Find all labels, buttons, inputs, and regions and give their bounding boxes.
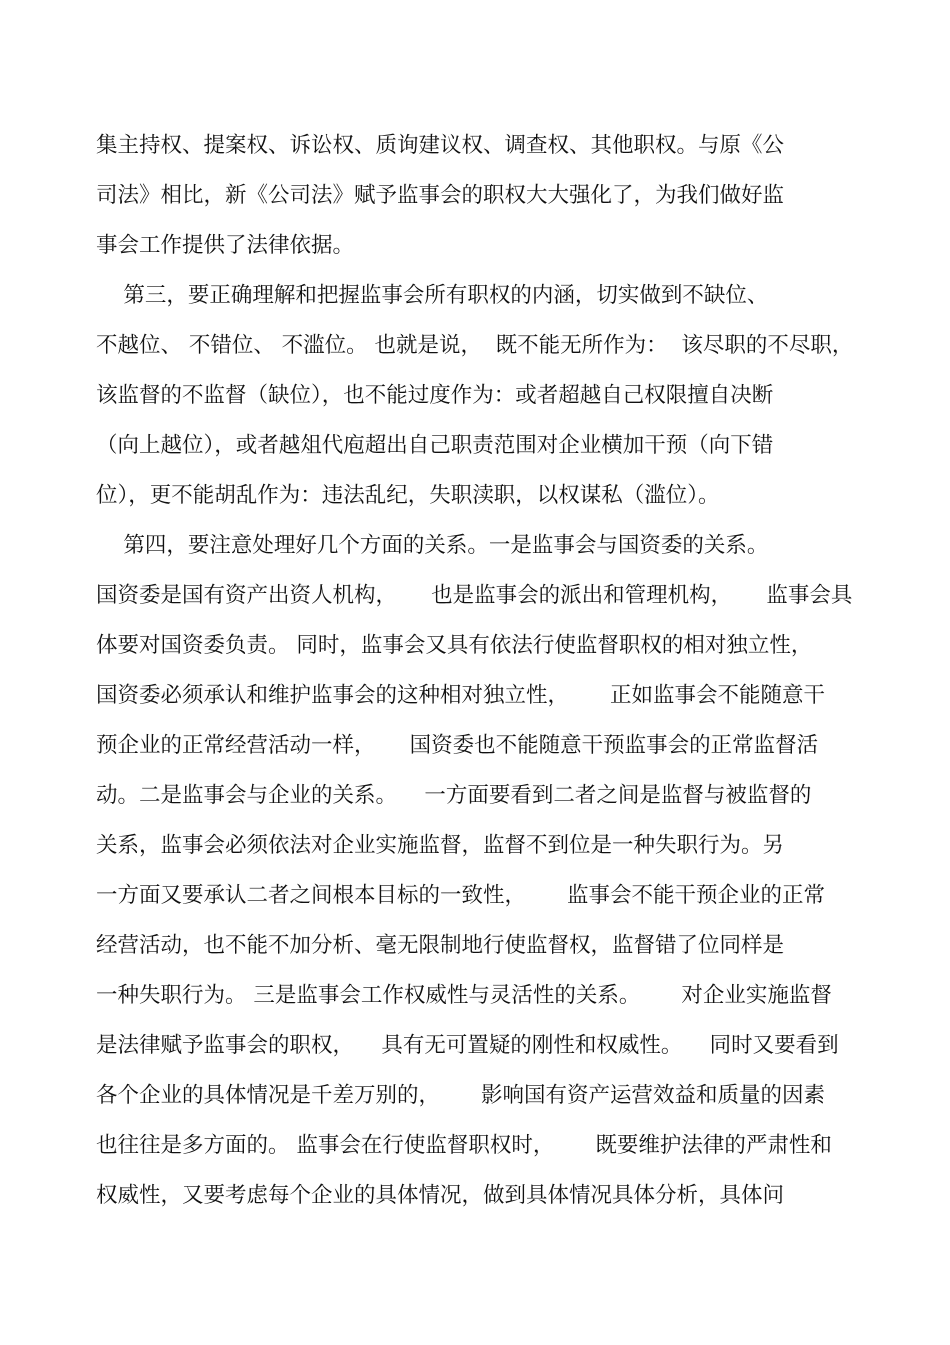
text-line: 是法律赋予监事会的职权， 具有无可置疑的刚性和权威性。 同时又要看到 xyxy=(96,1033,839,1058)
text-line: 该监督的不监督（缺位），也不能过度作为：或者超越自己权限擅自决断 xyxy=(96,383,774,408)
text-line: 司法》相比，新《公司法》赋予监事会的职权大大强化了，为我们做好监 xyxy=(96,183,785,208)
text-line: 动。二是监事会与企业的关系。 一方面要看到二者之间是监督与被监督的 xyxy=(96,783,812,808)
text-line: （向上越位），或者越俎代庖超出自己职责范围对企业横加干预（向下错 xyxy=(96,433,774,458)
text-line: 第三，要正确理解和把握监事会所有职权的内涵，切实做到不缺位、 xyxy=(96,283,769,308)
text-line: 各个企业的具体情况是千差万别的， 影响国有资产运营效益和质量的因素 xyxy=(96,1083,826,1108)
text-line: 国资委必须承认和维护监事会的这种相对独立性， 正如监事会不能随意干 xyxy=(96,683,826,708)
text-line: 不越位、 不错位、 不滥位。 也就是说， 既不能无所作为： 该尽职的不尽职， xyxy=(96,333,854,358)
text-line: 一方面又要承认二者之间根本目标的一致性， 监事会不能干预企业的正常 xyxy=(96,883,826,908)
text-line: 经营活动，也不能不加分析、毫无限制地行使监督权，监督错了位同样是 xyxy=(96,933,785,958)
text-line: 集主持权、提案权、诉讼权、质询建议权、调查权、其他职权。与原《公 xyxy=(96,133,785,158)
text-line: 国资委是国有资产出资人机构， 也是监事会的派出和管理机构， 监事会具 xyxy=(96,583,853,608)
text-line: 一种失职行为。 三是监事会工作权威性与灵活性的关系。 对企业实施监督 xyxy=(96,983,832,1008)
text-line: 预企业的正常经营活动一样， 国资委也不能随意干预监事会的正常监督活 xyxy=(96,733,819,758)
text-line: 权威性，又要考虑每个企业的具体情况，做到具体情况具体分析，具体问 xyxy=(96,1183,785,1208)
text-line: 关系，监事会必须依法对企业实施监督，监督不到位是一种失职行为。另 xyxy=(96,833,785,858)
text-line: 事会工作提供了法律依据。 xyxy=(96,233,355,258)
text-line: 体要对国资委负责。 同时，监事会又具有依法行使监督职权的相对独立性， xyxy=(96,633,813,658)
text-line: 位），更不能胡乱作为：违法乱纪，失职渎职，以权谋私（滥位）。 xyxy=(96,483,720,508)
text-line: 也往往是多方面的。 监事会在行使监督职权时， 既要维护法律的严肃性和 xyxy=(96,1133,832,1158)
text-line: 第四，要注意处理好几个方面的关系。一是监事会与国资委的关系。 xyxy=(96,533,769,558)
